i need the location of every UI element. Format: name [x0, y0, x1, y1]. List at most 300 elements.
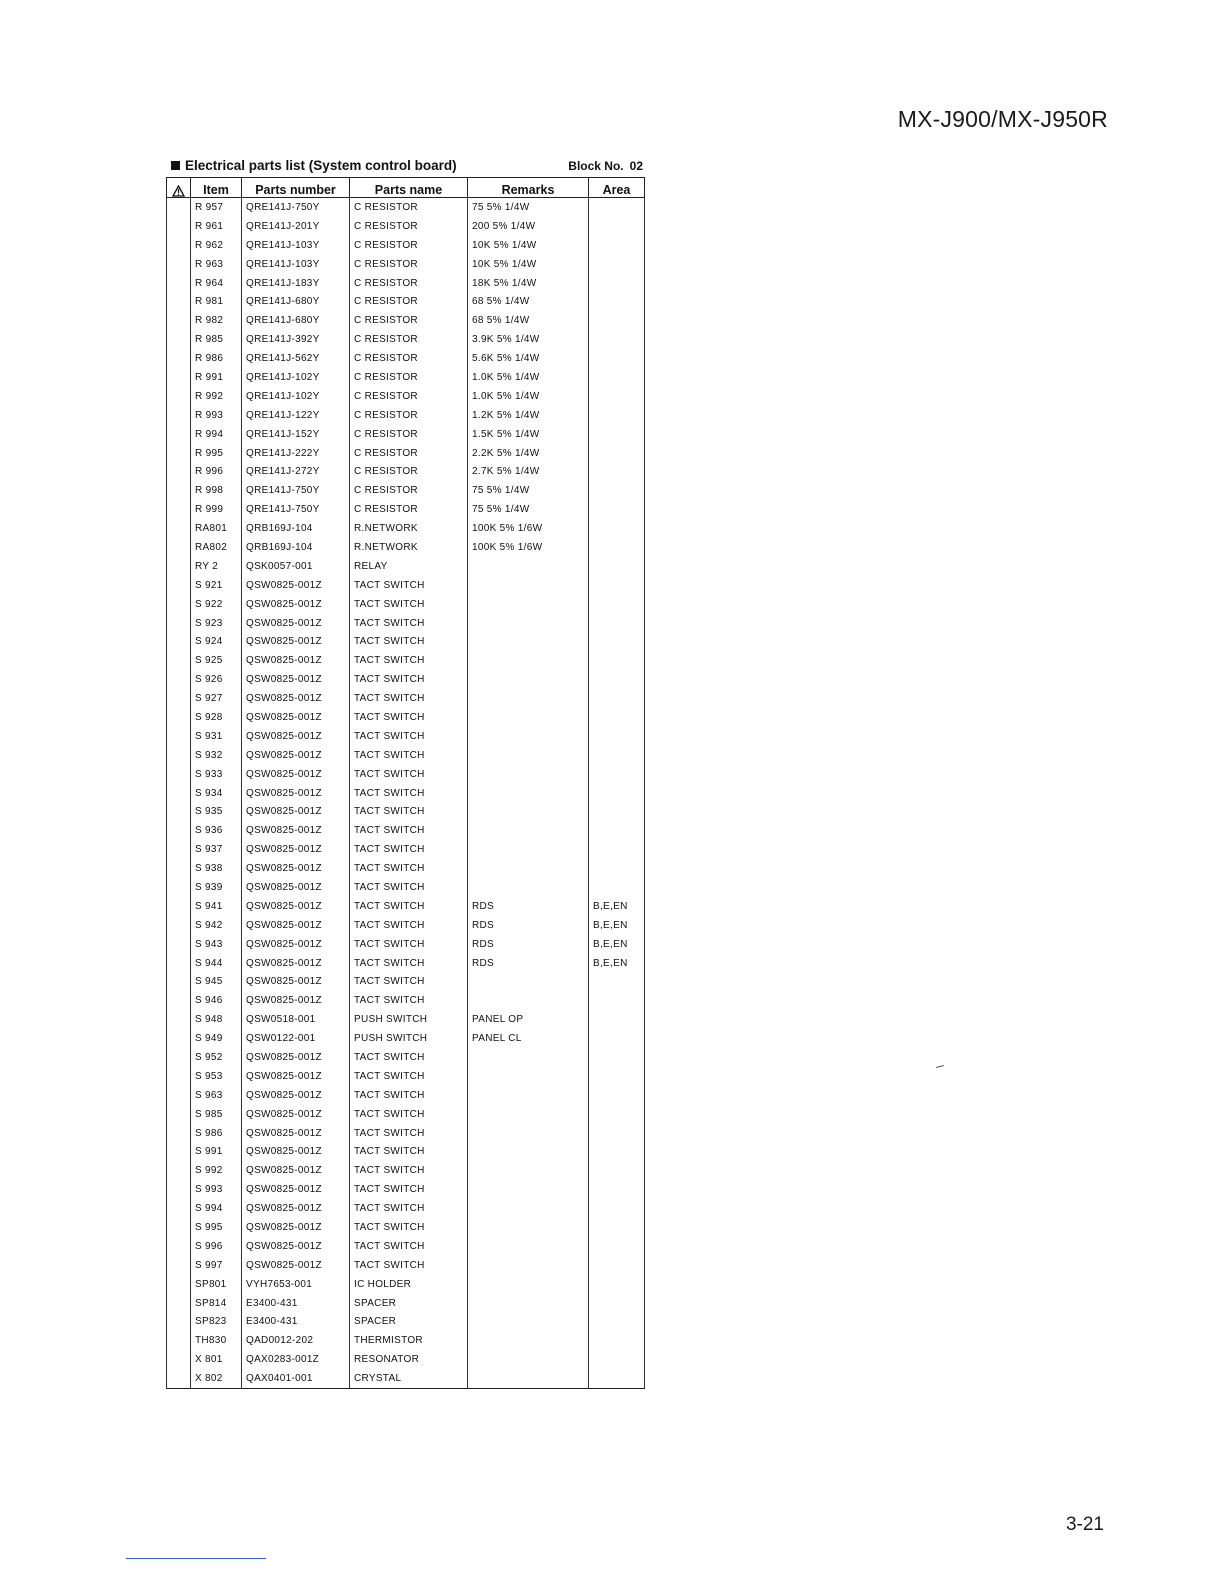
table-row [167, 1161, 645, 1180]
cell-parts-number: QSW0825-001Z [242, 840, 350, 859]
cell-area [589, 670, 645, 689]
cell-remarks: 100K 5% 1/6W [468, 519, 589, 538]
table-row [167, 387, 645, 406]
cell-area [589, 274, 645, 293]
table-row [167, 1029, 645, 1048]
cell-warning [167, 330, 191, 349]
cell-parts-number: QSW0825-001Z [242, 1105, 350, 1124]
cell-warning [167, 954, 191, 973]
cell-parts-name: PUSH SWITCH [350, 1029, 468, 1048]
cell-area [589, 991, 645, 1010]
cell-parts-name: CRYSTAL [350, 1369, 468, 1388]
cell-area [589, 651, 645, 670]
cell-parts-number: QRE141J-152Y [242, 425, 350, 444]
table-row [167, 1124, 645, 1143]
cell-area [589, 1313, 645, 1332]
table-row [167, 859, 645, 878]
cell-area [589, 538, 645, 557]
cell-parts-name: TACT SWITCH [350, 821, 468, 840]
cell-parts-name: TACT SWITCH [350, 727, 468, 746]
cell-parts-name: TACT SWITCH [350, 897, 468, 916]
cell-parts-name: C RESISTOR [350, 217, 468, 236]
cell-remarks [468, 840, 589, 859]
cell-warning [167, 878, 191, 897]
cell-parts-number: QSW0825-001Z [242, 878, 350, 897]
cell-warning [167, 1180, 191, 1199]
cell-parts-name: TACT SWITCH [350, 595, 468, 614]
cell-item: S 941 [191, 897, 242, 916]
cell-area [589, 1199, 645, 1218]
cell-item: X 801 [191, 1350, 242, 1369]
cell-item: S 948 [191, 1010, 242, 1029]
cell-parts-number: QSW0825-001Z [242, 1218, 350, 1237]
cell-parts-number: QSK0057-001 [242, 557, 350, 576]
cell-parts-name: THERMISTOR [350, 1331, 468, 1350]
cell-area [589, 689, 645, 708]
cell-item: S 985 [191, 1105, 242, 1124]
cell-warning [167, 1350, 191, 1369]
cell-parts-name: TACT SWITCH [350, 670, 468, 689]
cell-parts-name: TACT SWITCH [350, 916, 468, 935]
cell-remarks [468, 1256, 589, 1275]
table-row [167, 1180, 645, 1199]
cell-parts-name: C RESISTOR [350, 198, 468, 217]
table-row [167, 1199, 645, 1218]
table-row [167, 462, 645, 481]
cell-parts-number: QSW0518-001 [242, 1010, 350, 1029]
cell-remarks [468, 973, 589, 992]
table-row [167, 1313, 645, 1332]
table-row [167, 954, 645, 973]
cell-parts-number: QSW0825-001Z [242, 1161, 350, 1180]
cell-warning [167, 821, 191, 840]
table-row [167, 935, 645, 954]
cell-warning [167, 632, 191, 651]
cell-warning [167, 198, 191, 217]
cell-parts-name: C RESISTOR [350, 311, 468, 330]
cell-remarks [468, 595, 589, 614]
cell-parts-name: RELAY [350, 557, 468, 576]
parts-table [166, 177, 645, 1389]
cell-parts-number: QRB169J-104 [242, 538, 350, 557]
table-row [167, 349, 645, 368]
cell-item: S 927 [191, 689, 242, 708]
cell-parts-name: TACT SWITCH [350, 708, 468, 727]
cell-parts-number: QSW0825-001Z [242, 821, 350, 840]
cell-area [589, 1237, 645, 1256]
cell-remarks [468, 1067, 589, 1086]
cell-parts-name: TACT SWITCH [350, 1180, 468, 1199]
cell-parts-name: TACT SWITCH [350, 1199, 468, 1218]
cell-item: S 935 [191, 803, 242, 822]
table-row [167, 1275, 645, 1294]
cell-parts-name: C RESISTOR [350, 255, 468, 274]
cell-parts-name: IC HOLDER [350, 1275, 468, 1294]
cell-area [589, 576, 645, 595]
cell-area: B,E,EN [589, 954, 645, 973]
cell-warning [167, 803, 191, 822]
table-row [167, 425, 645, 444]
cell-area [589, 1256, 645, 1275]
cell-remarks [468, 1313, 589, 1332]
cell-parts-number: QSW0825-001Z [242, 1048, 350, 1067]
table-row [167, 1010, 645, 1029]
table-row [167, 1067, 645, 1086]
cell-warning [167, 689, 191, 708]
cell-area [589, 614, 645, 633]
cell-parts-number: QSW0825-001Z [242, 727, 350, 746]
cell-parts-name: TACT SWITCH [350, 1161, 468, 1180]
column-header-remarks: Remarks [468, 178, 589, 198]
cell-parts-number: QSW0825-001Z [242, 1256, 350, 1275]
cell-parts-name: TACT SWITCH [350, 765, 468, 784]
cell-parts-name: C RESISTOR [350, 406, 468, 425]
cell-item: S 994 [191, 1199, 242, 1218]
cell-parts-number: QRE141J-122Y [242, 406, 350, 425]
cell-item: S 938 [191, 859, 242, 878]
section-title [171, 158, 643, 173]
cell-area [589, 1086, 645, 1105]
table-row [167, 198, 645, 217]
cell-parts-number: QSW0825-001Z [242, 973, 350, 992]
cell-area [589, 481, 645, 500]
table-row [167, 1294, 645, 1313]
cell-parts-number: QSW0825-001Z [242, 897, 350, 916]
table-row [167, 236, 645, 255]
cell-warning [167, 217, 191, 236]
cell-item: R 996 [191, 462, 242, 481]
cell-parts-name: TACT SWITCH [350, 1237, 468, 1256]
cell-area: B,E,EN [589, 897, 645, 916]
cell-parts-number: QRB169J-104 [242, 519, 350, 538]
cell-remarks: 18K 5% 1/4W [468, 274, 589, 293]
cell-area [589, 387, 645, 406]
cell-parts-name: TACT SWITCH [350, 651, 468, 670]
table-row [167, 1350, 645, 1369]
cell-item: R 963 [191, 255, 242, 274]
cell-parts-number: QSW0825-001Z [242, 614, 350, 633]
cell-item: S 992 [191, 1161, 242, 1180]
cell-remarks [468, 1105, 589, 1124]
column-header-parts-number: Parts number [242, 178, 350, 198]
cell-area [589, 1331, 645, 1350]
cell-parts-number: QSW0825-001Z [242, 1180, 350, 1199]
cell-parts-name: SPACER [350, 1294, 468, 1313]
footer-rule [126, 1558, 266, 1559]
cell-parts-name: TACT SWITCH [350, 954, 468, 973]
table-row [167, 1105, 645, 1124]
cell-warning [167, 746, 191, 765]
cell-parts-name: RESONATOR [350, 1350, 468, 1369]
cell-item: RA802 [191, 538, 242, 557]
cell-warning [167, 1331, 191, 1350]
cell-area [589, 784, 645, 803]
cell-item: SP814 [191, 1294, 242, 1313]
cell-warning [167, 1143, 191, 1162]
cell-item: S 925 [191, 651, 242, 670]
cell-parts-name: TACT SWITCH [350, 840, 468, 859]
cell-item: S 931 [191, 727, 242, 746]
table-row [167, 217, 645, 236]
cell-parts-number: QRE141J-272Y [242, 462, 350, 481]
cell-remarks [468, 1199, 589, 1218]
cell-item: S 944 [191, 954, 242, 973]
cell-area [589, 821, 645, 840]
cell-area [589, 708, 645, 727]
section-heading-text: Electrical parts list (System control board) [185, 158, 457, 173]
cell-area [589, 217, 645, 236]
cell-remarks: PANEL OP [468, 1010, 589, 1029]
cell-item: S 936 [191, 821, 242, 840]
cell-item: S 939 [191, 878, 242, 897]
cell-parts-number: QSW0825-001Z [242, 916, 350, 935]
cell-area [589, 406, 645, 425]
cell-parts-number: QRE141J-103Y [242, 255, 350, 274]
cell-warning [167, 651, 191, 670]
cell-remarks [468, 803, 589, 822]
cell-remarks: 68 5% 1/4W [468, 292, 589, 311]
cell-parts-number: QSW0825-001Z [242, 708, 350, 727]
table-row [167, 1048, 645, 1067]
cell-warning [167, 595, 191, 614]
cell-parts-name: C RESISTOR [350, 444, 468, 463]
table-row [167, 708, 645, 727]
cell-area [589, 765, 645, 784]
table-row [167, 1143, 645, 1162]
cell-warning [167, 859, 191, 878]
scan-speck [936, 1065, 944, 1068]
cell-item: S 922 [191, 595, 242, 614]
cell-parts-number: QSW0825-001Z [242, 765, 350, 784]
cell-area [589, 1048, 645, 1067]
table-row [167, 538, 645, 557]
cell-warning [167, 1275, 191, 1294]
cell-area [589, 1124, 645, 1143]
cell-parts-name: SPACER [350, 1313, 468, 1332]
table-row [167, 576, 645, 595]
column-header-area: Area [589, 178, 645, 198]
cell-warning [167, 935, 191, 954]
cell-parts-name: C RESISTOR [350, 387, 468, 406]
table-row [167, 1218, 645, 1237]
cell-parts-number: QRE141J-392Y [242, 330, 350, 349]
cell-remarks [468, 1086, 589, 1105]
cell-parts-number: QSW0825-001Z [242, 1143, 350, 1162]
cell-parts-number: QAX0401-001 [242, 1369, 350, 1388]
cell-parts-name: C RESISTOR [350, 274, 468, 293]
cell-area [589, 973, 645, 992]
cell-item: R 999 [191, 500, 242, 519]
cell-remarks: 5.6K 5% 1/4W [468, 349, 589, 368]
cell-parts-name: TACT SWITCH [350, 689, 468, 708]
cell-remarks [468, 614, 589, 633]
cell-remarks: 100K 5% 1/6W [468, 538, 589, 557]
cell-remarks [468, 859, 589, 878]
cell-remarks: RDS [468, 954, 589, 973]
cell-item: R 992 [191, 387, 242, 406]
cell-warning [167, 538, 191, 557]
cell-item: S 953 [191, 1067, 242, 1086]
table-row [167, 784, 645, 803]
cell-warning [167, 1218, 191, 1237]
model-title: MX-J900/MX-J950R [897, 106, 1108, 132]
cell-item: R 957 [191, 198, 242, 217]
cell-remarks [468, 1180, 589, 1199]
cell-parts-name: TACT SWITCH [350, 784, 468, 803]
cell-parts-name: TACT SWITCH [350, 1048, 468, 1067]
table-row [167, 444, 645, 463]
table-row [167, 614, 645, 633]
cell-item: R 981 [191, 292, 242, 311]
cell-area [589, 1029, 645, 1048]
cell-parts-name: TACT SWITCH [350, 1086, 468, 1105]
table-row [167, 500, 645, 519]
cell-warning [167, 406, 191, 425]
cell-remarks: 200 5% 1/4W [468, 217, 589, 236]
cell-warning [167, 784, 191, 803]
cell-parts-name: TACT SWITCH [350, 576, 468, 595]
cell-remarks [468, 821, 589, 840]
cell-parts-number: QRE141J-562Y [242, 349, 350, 368]
cell-area [589, 292, 645, 311]
cell-remarks: 1.5K 5% 1/4W [468, 425, 589, 444]
cell-remarks [468, 557, 589, 576]
cell-warning [167, 255, 191, 274]
cell-parts-name: TACT SWITCH [350, 632, 468, 651]
cell-warning [167, 1237, 191, 1256]
cell-warning [167, 500, 191, 519]
cell-area [589, 878, 645, 897]
cell-item: R 982 [191, 311, 242, 330]
block-label: Block No. [568, 159, 624, 173]
cell-area [589, 198, 645, 217]
cell-parts-number: QSW0825-001Z [242, 1067, 350, 1086]
cell-remarks: 75 5% 1/4W [468, 500, 589, 519]
cell-parts-number: QRE141J-102Y [242, 368, 350, 387]
cell-remarks: RDS [468, 897, 589, 916]
cell-parts-number: QSW0825-001Z [242, 991, 350, 1010]
cell-parts-number: QRE141J-103Y [242, 236, 350, 255]
cell-area: B,E,EN [589, 916, 645, 935]
cell-remarks [468, 576, 589, 595]
cell-remarks [468, 670, 589, 689]
cell-remarks [468, 689, 589, 708]
cell-remarks: RDS [468, 916, 589, 935]
table-row [167, 765, 645, 784]
cell-warning [167, 557, 191, 576]
cell-parts-name: C RESISTOR [350, 368, 468, 387]
cell-area: B,E,EN [589, 935, 645, 954]
cell-remarks [468, 1218, 589, 1237]
cell-parts-name: TACT SWITCH [350, 859, 468, 878]
cell-parts-name: TACT SWITCH [350, 614, 468, 633]
cell-parts-name: TACT SWITCH [350, 935, 468, 954]
cell-area [589, 1143, 645, 1162]
cell-area [589, 727, 645, 746]
cell-warning [167, 1105, 191, 1124]
table-row [167, 803, 645, 822]
table-row [167, 1331, 645, 1350]
cell-warning [167, 840, 191, 859]
table-row [167, 689, 645, 708]
cell-warning [167, 1010, 191, 1029]
cell-item: S 928 [191, 708, 242, 727]
table-row [167, 1256, 645, 1275]
cell-area [589, 462, 645, 481]
cell-item: S 946 [191, 991, 242, 1010]
cell-parts-name: TACT SWITCH [350, 1067, 468, 1086]
cell-area [589, 595, 645, 614]
cell-warning [167, 1029, 191, 1048]
cell-area [589, 840, 645, 859]
cell-area [589, 1275, 645, 1294]
cell-area [589, 368, 645, 387]
table-row [167, 1086, 645, 1105]
cell-remarks [468, 1275, 589, 1294]
table-row [167, 481, 645, 500]
cell-remarks [468, 708, 589, 727]
cell-item: R 994 [191, 425, 242, 444]
cell-remarks: 68 5% 1/4W [468, 311, 589, 330]
cell-area [589, 1350, 645, 1369]
cell-warning [167, 519, 191, 538]
table-row [167, 746, 645, 765]
cell-item: TH830 [191, 1331, 242, 1350]
table-row [167, 821, 645, 840]
cell-remarks [468, 784, 589, 803]
table-row [167, 292, 645, 311]
cell-parts-number: QSW0825-001Z [242, 670, 350, 689]
cell-warning [167, 1313, 191, 1332]
warning-triangle-icon [172, 185, 185, 197]
cell-parts-name: R.NETWORK [350, 538, 468, 557]
table-row [167, 840, 645, 859]
cell-item: S 997 [191, 1256, 242, 1275]
cell-parts-number: QAD0012-202 [242, 1331, 350, 1350]
cell-remarks: RDS [468, 935, 589, 954]
table-row [167, 991, 645, 1010]
cell-remarks [468, 1369, 589, 1388]
cell-remarks: 1.0K 5% 1/4W [468, 387, 589, 406]
cell-remarks [468, 1143, 589, 1162]
cell-warning [167, 916, 191, 935]
cell-remarks [468, 1294, 589, 1313]
cell-item: S 945 [191, 973, 242, 992]
cell-area [589, 444, 645, 463]
cell-item: R 998 [191, 481, 242, 500]
cell-warning [167, 444, 191, 463]
cell-item: S 937 [191, 840, 242, 859]
cell-warning [167, 670, 191, 689]
cell-parts-name: C RESISTOR [350, 292, 468, 311]
cell-parts-name: C RESISTOR [350, 462, 468, 481]
table-row [167, 632, 645, 651]
safety-warning-header [167, 178, 191, 198]
cell-item: S 963 [191, 1086, 242, 1105]
cell-warning [167, 897, 191, 916]
cell-parts-name: TACT SWITCH [350, 1218, 468, 1237]
cell-parts-number: QRE141J-102Y [242, 387, 350, 406]
cell-parts-name: TACT SWITCH [350, 878, 468, 897]
cell-parts-name: R.NETWORK [350, 519, 468, 538]
cell-parts-name: C RESISTOR [350, 425, 468, 444]
table-row [167, 368, 645, 387]
cell-parts-number: QSW0825-001Z [242, 595, 350, 614]
cell-remarks: 3.9K 5% 1/4W [468, 330, 589, 349]
cell-parts-number: E3400-431 [242, 1313, 350, 1332]
cell-warning [167, 425, 191, 444]
cell-parts-name: C RESISTOR [350, 330, 468, 349]
